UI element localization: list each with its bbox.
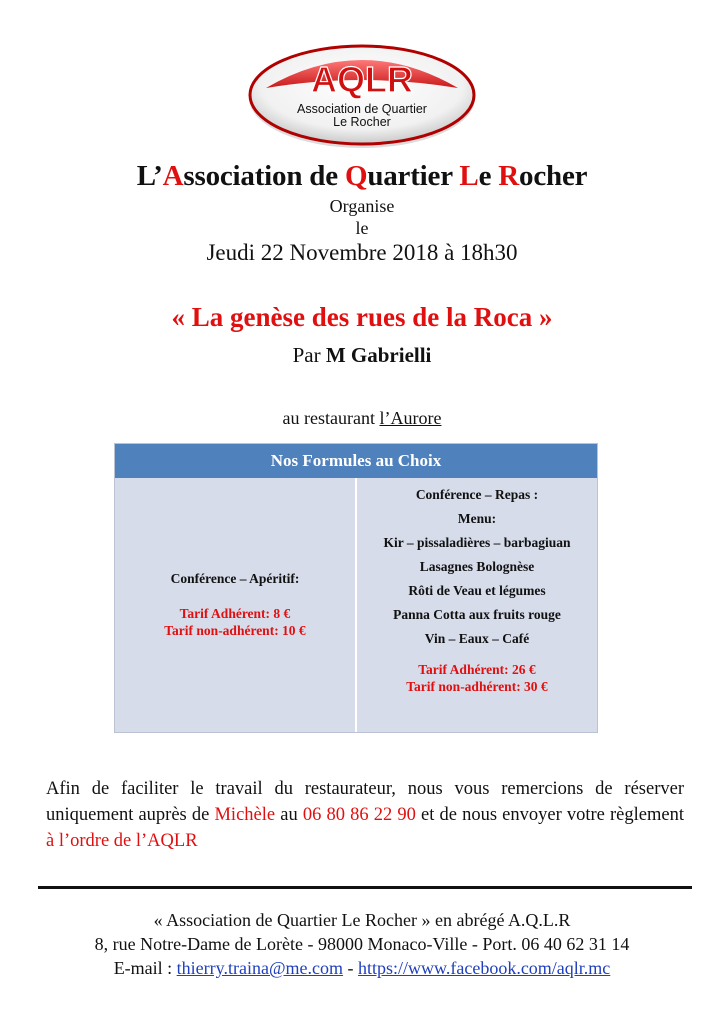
title-part: L’ — [136, 160, 163, 192]
contact-name: Michèle — [214, 805, 276, 825]
footer-divider — [38, 886, 692, 889]
organise-text: Organise — [329, 196, 395, 216]
talk-title: « La genèse des rues de la Roca » — [171, 302, 553, 332]
title-part: ssociation de — [183, 160, 345, 192]
title-initial: A — [162, 160, 184, 192]
menu-item: Lasagnes Bolognèse — [419, 559, 535, 574]
footer-line1: « Association de Quartier Le Rocher » en abrégé A.Q.L.R — [153, 910, 571, 930]
le-text: le — [355, 218, 369, 238]
aperitif-price-nonmember: Tarif non-adhérent: 10 € — [164, 623, 306, 638]
venue-name: l’Aurore — [379, 408, 442, 428]
facebook-link[interactable]: https://www.facebook.com/aqlr.mc — [358, 958, 611, 978]
notice-text: Afin de faciliter le travail du restaurateur, nous vous remercions de réserver uniquement auprès de — [46, 779, 684, 825]
venue-line — [0, 408, 724, 429]
title-part: e — [478, 160, 499, 192]
title-initial: Q — [344, 160, 368, 192]
notice-text: et de nous envoyer votre règlement — [415, 805, 684, 825]
venue-prefix: au restaurant — [282, 408, 380, 428]
title-part: ocher — [519, 160, 588, 192]
footer-address: 8, rue Notre-Dame de Lorète - 98000 Monaco-Ville - Port. 06 40 62 31 14 — [94, 934, 630, 954]
logo-line2: Le Rocher — [333, 115, 391, 129]
aqlr-logo — [244, 40, 480, 152]
speaker-prefix: Par — [292, 343, 326, 367]
repas-price-nonmember: Tarif non-adhérent: 30 € — [406, 679, 548, 694]
payment-order: à l’ordre de l’AQLR — [46, 831, 198, 851]
title-initial: R — [498, 160, 520, 192]
separator: - — [343, 958, 359, 978]
repas-title: Conférence – Repas : — [415, 487, 539, 502]
logo-line1: Association de Quartier — [297, 102, 427, 116]
aperitif-title: Conférence – Apéritif: — [170, 571, 300, 586]
menu-item: Vin – Eaux – Café — [424, 631, 530, 646]
logo-main-text: AQLR — [311, 59, 413, 100]
speaker-name: M Gabrielli — [325, 343, 432, 367]
formulas-body — [115, 478, 597, 732]
menu-item: Panna Cotta aux fruits rouge — [393, 607, 561, 622]
email-prefix: E-mail : — [113, 958, 177, 978]
footer-contacts — [0, 956, 724, 980]
event-date: Jeudi 22 Novembre 2018 à 18h30 — [206, 240, 518, 265]
title-part: uartier — [367, 160, 460, 192]
formulas-heading: Nos Formules au Choix — [115, 444, 597, 478]
menu-item: Rôti de Veau et légumes — [408, 583, 546, 598]
logo-ellipse-graphic — [244, 40, 480, 152]
repas-formula — [357, 478, 597, 732]
reservation-notice — [46, 776, 684, 854]
formulas-table — [114, 443, 598, 733]
repas-price-member: Tarif Adhérent: 26 € — [418, 662, 536, 677]
aperitif-formula — [115, 478, 357, 732]
menu-item: Kir – pissaladières – barbagiuan — [383, 535, 571, 550]
contact-phone: 06 80 86 22 90 — [302, 805, 416, 825]
footer — [0, 908, 724, 980]
notice-text: au — [275, 805, 303, 825]
title-initial: L — [459, 160, 479, 192]
association-title — [0, 160, 724, 193]
aperitif-price-member: Tarif Adhérent: 8 € — [179, 606, 291, 621]
email-link[interactable]: thierry.traina@me.com — [176, 958, 344, 978]
menu-label: Menu: — [457, 511, 497, 526]
speaker-line — [0, 343, 724, 368]
